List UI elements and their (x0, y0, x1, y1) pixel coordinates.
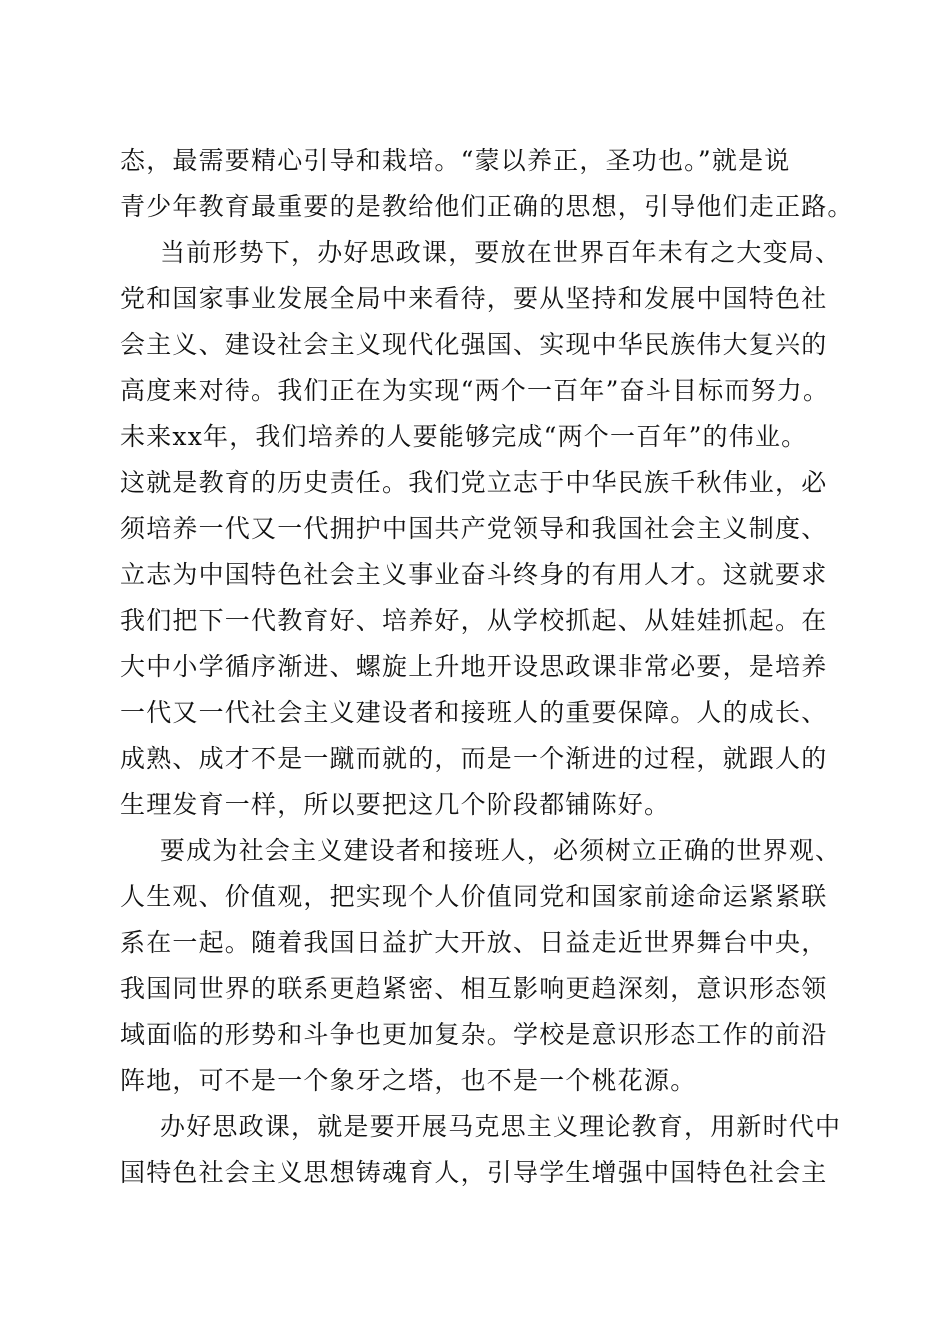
text-line: 大中小学循序渐进、螺旋上升地开设思政课非常必要，是培养 (120, 652, 828, 681)
text-line: 生理发育一样，所以要把这几个阶段都铺陈好。 (120, 790, 671, 819)
text-line: 我们把下一代教育好、培养好，从学校抓起、从娃娃抓起。在 (120, 606, 828, 635)
text-line: 青少年教育最重要的是教给他们正确的思想，引导他们走正路。 (120, 192, 854, 221)
text-line: 态，最需要精心引导和栽培。“蒙以养正，圣功也。”就是说 (120, 146, 791, 175)
text-line: 国特色社会主义思想铸魂育人，引导学生增强中国特色社会主 (120, 1158, 828, 1187)
text-line: 成熟、成才不是一蹴而就的，而是一个渐进的过程，就跟人的 (120, 744, 828, 773)
text-line: 未来xx年，我们培养的人要能够完成“两个一百年”的伟业。 (120, 422, 808, 451)
text-line: 这就是教育的历史责任。我们党立志于中华民族千秋伟业，必 (120, 468, 828, 497)
text-line: 高度来对待。我们正在为实现“两个一百年”奋斗目标而努力。 (120, 376, 830, 405)
text-line: 党和国家事业发展全局中来看待，要从坚持和发展中国特色社 (120, 284, 828, 313)
paragraph-start-line: 当前形势下，办好思政课，要放在世界百年未有之大变局、 (160, 238, 842, 267)
paragraph-start-line: 办好思政课，就是要开展马克思主义理论教育，用新时代中 (160, 1112, 842, 1141)
text-line: 我国同世界的联系更趋紧密、相互影响更趋深刻，意识形态领 (120, 974, 828, 1003)
text-line: 人生观、价值观，把实现个人价值同党和国家前途命运紧紧联 (120, 882, 828, 911)
paragraph-start-line: 要成为社会主义建设者和接班人，必须树立正确的世界观、 (160, 836, 842, 865)
text-line: 会主义、建设社会主义现代化强国、实现中华民族伟大复兴的 (120, 330, 828, 359)
text-line: 须培养一代又一代拥护中国共产党领导和我国社会主义制度、 (120, 514, 828, 543)
text-line: 系在一起。随着我国日益扩大开放、日益走近世界舞台中央， (120, 928, 828, 957)
text-line: 一代又一代社会主义建设者和接班人的重要保障。人的成长、 (120, 698, 828, 727)
text-line: 阵地，可不是一个象牙之塔，也不是一个桃花源。 (120, 1066, 697, 1095)
body-text (120, 138, 854, 1196)
text-line: 立志为中国特色社会主义事业奋斗终身的有用人才。这就要求 (120, 560, 828, 589)
text-line: 域面临的形势和斗争也更加复杂。学校是意识形态工作的前沿 (120, 1020, 828, 1049)
